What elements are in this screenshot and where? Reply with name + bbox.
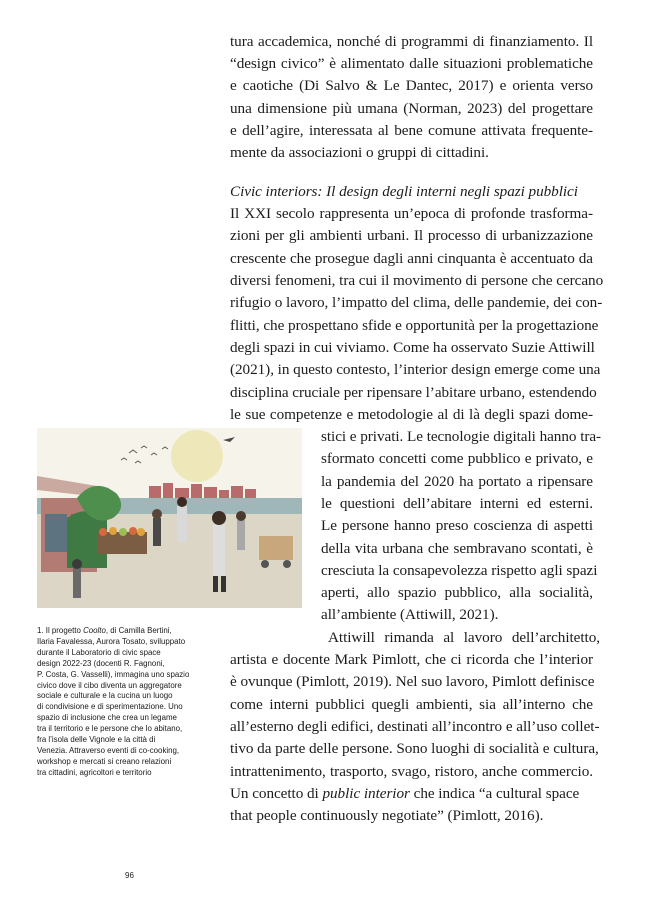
- body-line: all’esterno degli edifici, destinati all’incontro e all’uso collet-: [230, 718, 600, 735]
- body-line: le sue competenze e metodologie al di là degli spazi dome-: [230, 406, 593, 423]
- body-line: della vita urbana che sembravano scontati, è: [321, 540, 593, 557]
- body-line: intrattenimento, trasporto, svago, ristoro, anche commercio.: [230, 763, 593, 780]
- body-line: zioni per gli ambienti urbani. Il processo di urbanizzazione: [230, 227, 593, 244]
- caption-line: sociale e culturale e la cucina un luogo: [37, 691, 173, 701]
- caption-line: tra cittadini, agricoltori e territorio: [37, 767, 152, 777]
- body-line: le questioni dell’abitare interni ed esterni.: [321, 495, 593, 512]
- project-name: Coolto: [83, 626, 106, 635]
- caption-line: Ilaria Favalessa, Aurora Tosato, sviluppato: [37, 636, 186, 646]
- section-subheading: Civic interiors: Il design degli interni negli spazi pubblici: [230, 183, 578, 200]
- caption-line: durante il Laboratorio di civic space: [37, 647, 161, 657]
- body-line: sformato concetti come pubblico e privato, e: [321, 450, 593, 467]
- body-line: Le persone hanno preso coscienza di aspetti: [321, 517, 593, 534]
- body-line: Un concetto di public interior che indica “a cultural space: [230, 785, 580, 802]
- body-line: rifugio o lavoro, l’impatto del clima, delle pandemie, dei con-: [230, 294, 603, 311]
- body-line: la pandemia del 2020 ha portato a ripensare: [321, 473, 593, 490]
- caption-line: 1. Il progetto Coolto, di Camilla Bertini,: [37, 626, 172, 635]
- body-line: stici e privati. Le tecnologie digitali hanno tra-: [321, 428, 602, 445]
- body-line: diversi fenomeni, tra cui il movimento di persone che cercano: [230, 272, 604, 289]
- caption-line: workshop e mercati si creano relazioni: [37, 756, 172, 766]
- caption-line: P. Costa, G. Vasselli), immagina uno spazio: [37, 669, 190, 679]
- body-line: e caotiche (Di Salvo & Le Dantec, 2017) e orienta verso: [230, 77, 593, 94]
- body-line: disciplina cruciale per ripensare l’abitare urbano, estendendo: [230, 384, 597, 401]
- body-line: tura accademica, nonché di programmi di finanziamento. Il: [230, 33, 593, 50]
- body-line: tivo da parte delle persone. Sono luoghi di socialità e cultura,: [230, 740, 599, 757]
- caption-line: di condivisione e di sperimentazione. Uno: [37, 702, 183, 712]
- caption-line: spazio di inclusione che crea un legame: [37, 713, 177, 723]
- caption-line: tra il territorio e le persone che lo abitano,: [37, 724, 183, 734]
- body-line: (2021), in questo contesto, l’interior design emerge come una: [230, 361, 601, 378]
- project-illustration: [37, 428, 302, 608]
- caption-line: design 2022-23 (docenti R. Fagnoni,: [37, 658, 165, 668]
- body-line: crescente che prosegue dagli anni cinquanta è accentuato da: [230, 250, 593, 267]
- caption-line: civico dove il cibo diventa un aggregatore: [37, 680, 182, 690]
- caption-line: Venezia. Attraverso eventi di co-cooking,: [37, 745, 180, 755]
- body-line: that people continuously negotiate” (Pimlott, 2016).: [230, 807, 544, 824]
- body-line: aperti, allo spazio pubblico, alla socialità,: [321, 584, 593, 601]
- body-line: mente da associazioni o gruppi di cittadini.: [230, 144, 489, 161]
- body-line: e dell’agire, interessata al bene comune attivata frequente-: [230, 122, 593, 139]
- body-line: flitti, che prospettano sfide e opportunità per la progettazione: [230, 317, 599, 334]
- body-line: Attiwill rimanda al lavoro dell’architetto,: [328, 629, 600, 646]
- body-line: è ovunque (Pimlott, 2019). Nel suo lavoro, Pimlott definisce: [230, 673, 595, 690]
- body-line: una dimensione più umana (Norman, 2023) del progettare: [230, 100, 593, 117]
- body-line: Il XXI secolo rappresenta un’epoca di profonde trasforma-: [230, 205, 593, 222]
- italic-term: public interior: [322, 785, 410, 802]
- body-line: come interni pubblici quegli ambienti, sia all’interno che: [230, 696, 593, 713]
- body-line: artista e docente Mark Pimlott, che ci ricorda che l’interior: [230, 651, 593, 668]
- caption-line: fra l’isola delle Vignole e la città di: [37, 735, 156, 745]
- body-line: degli spazi in cui viviamo. Come ha osservato Suzie Attiwill: [230, 339, 595, 356]
- body-line: cresciuta la consapevolezza rispetto agli spazi: [321, 562, 598, 579]
- body-line: all’ambiente (Attiwill, 2021).: [321, 606, 499, 623]
- page-number: 96: [125, 871, 134, 880]
- body-line: “design civico” è alimentato dalle situazioni problematiche: [230, 55, 593, 72]
- figure-caption: [37, 626, 227, 779]
